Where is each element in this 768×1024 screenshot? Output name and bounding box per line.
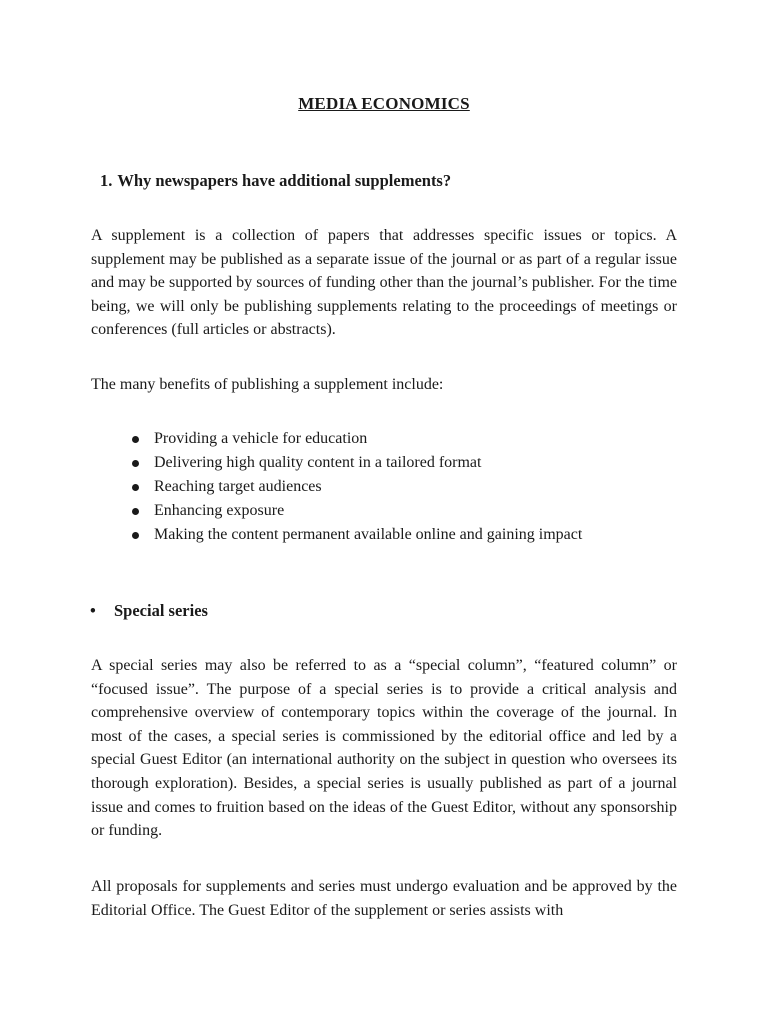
benefit-text: Making the content permanent available online and gaining impact <box>154 525 583 543</box>
bullet-dot-icon <box>132 460 139 467</box>
benefit-text: Providing a vehicle for education <box>154 430 368 447</box>
document-title: MEDIA ECONOMICS <box>298 94 470 113</box>
benefits-intro-paragraph: The many benefits of publishing a supplement include: <box>91 376 444 393</box>
bullet-dot-icon <box>132 436 139 443</box>
benefits-list <box>130 427 582 547</box>
bullet-dot-icon <box>132 508 139 515</box>
list-item <box>130 523 582 547</box>
proposals-paragraph: All proposals for supplements and series must undergo evaluation and be approved by the Editorial Office. The Guest Editor of the supplement or series assists with <box>91 878 677 919</box>
list-item <box>130 499 582 523</box>
benefit-text: Reaching target audiences <box>154 477 322 495</box>
bullet-dot-icon <box>132 532 139 539</box>
list-item <box>130 451 582 475</box>
question-heading <box>100 171 451 191</box>
special-series-heading-text: Special series <box>114 601 208 620</box>
benefit-text: Enhancing exposure <box>154 501 285 519</box>
bullet-icon: • <box>90 601 96 620</box>
question-text: Why newspapers have additional supplements? <box>117 171 452 190</box>
question-number: 1. <box>100 171 113 190</box>
list-item <box>130 475 582 499</box>
supplement-definition-paragraph: A supplement is a collection of papers that addresses specific issues or topics. A supplement may be published as a separate issue of the journal or as part of a regular issue and may be supported by sources of funding other than the journal’s publisher. For the time being, we will only be publishing supplements relating to the proceedings of meetings or conferences (full articles or abstracts). <box>91 227 677 339</box>
special-series-paragraph: A special series may also be referred to as a “special column”, “featured column” or “focused issue”. The purpose of a special series is to provide a critical analysis and comprehensive overview of contemporary topics within the coverage of the journal. In most of the cases, a special series is commissioned by the editorial office and led by a special Guest Editor (an international authority on the subject in question who oversees its thorough exploration). Besides, a special series is usually published as part of a journal issue and comes to fruition based on the ideas of the Guest Editor, without any sponsorship or funding. <box>91 657 677 840</box>
list-item <box>130 427 582 451</box>
special-series-heading <box>90 601 208 621</box>
benefit-text: Delivering high quality content in a tailored format <box>154 453 482 471</box>
bullet-dot-icon <box>132 484 139 491</box>
